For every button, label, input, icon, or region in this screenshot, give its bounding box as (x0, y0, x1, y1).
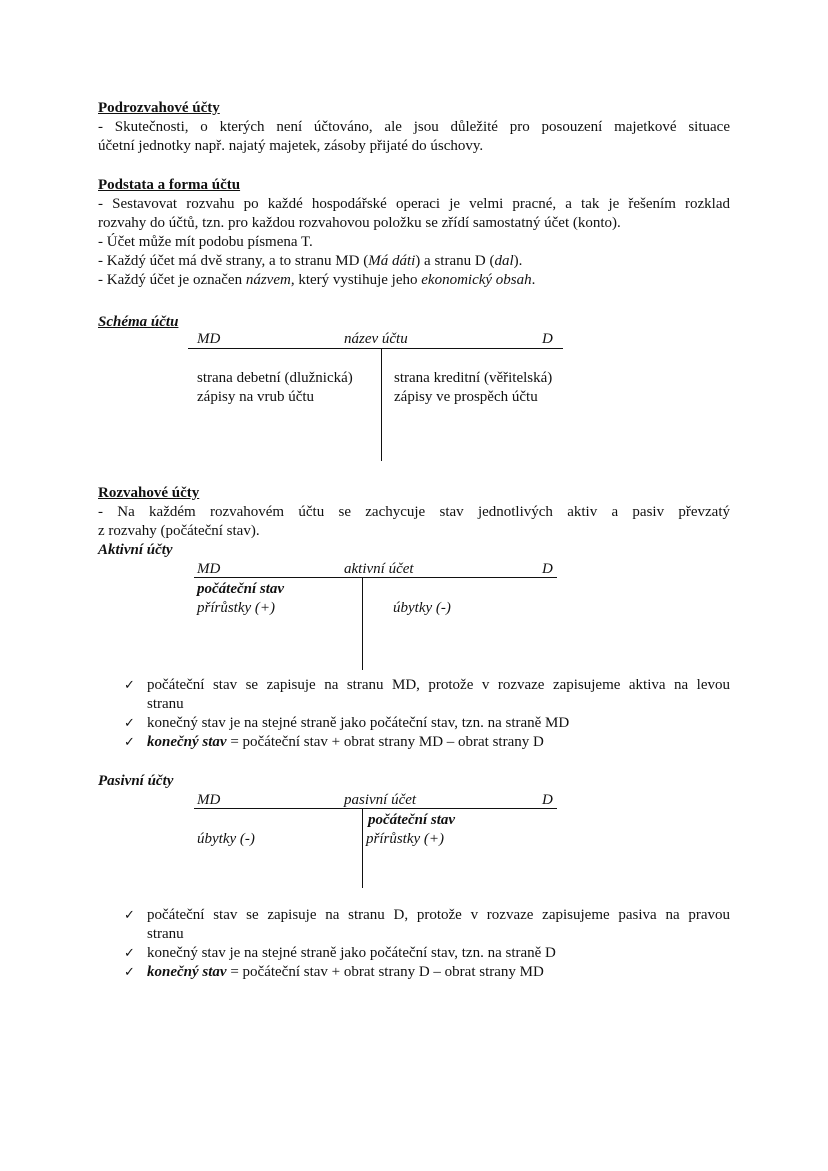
pasivni-md-label: MD (197, 792, 221, 808)
podrozvahove-line-1: - Skutečnosti, o kterých není účtováno, ale jsou důležité pro posouzení majetkové situace (98, 119, 730, 135)
aktivni-bullet-2: konečný stav je na stejné straně jako počáteční stav, tzn. na straně MD (147, 715, 570, 731)
aktivni-bullet-1-line-1: počáteční stav se zapisuje na stranu MD, protože v rozvaze zapisujeme aktiva na levou (147, 677, 730, 693)
aktivni-bullet-3: konečný stav = počáteční stav + obrat strany MD – obrat strany D (147, 734, 544, 750)
check-icon: ✓ (124, 716, 135, 731)
pasivni-increases: přírůstky (+) (366, 831, 445, 847)
aktivni-t-vertical-line (362, 577, 363, 670)
schema-md-label: MD (197, 331, 221, 347)
pasivni-bullet-1-line-2: stranu (147, 926, 184, 942)
aktivni-d-label: D (542, 561, 553, 577)
schema-account-title: název účtu (344, 331, 408, 347)
heading-podstata-a-forma-uctu: Podstata a forma účtu (98, 177, 241, 193)
heading-pasivni-ucty: Pasivní účty (98, 773, 174, 789)
podstata-line-2: rozvahy do účtů, tzn. pro každou rozvahovou položku se zřídí samostatný účet (konto). (98, 215, 621, 231)
aktivni-opening-balance: počáteční stav (197, 581, 285, 597)
pasivni-t-vertical-line (362, 808, 363, 888)
check-icon: ✓ (124, 908, 135, 923)
podstata-line-1: - Sestavovat rozvahu po každé hospodářské operaci je velmi pracné, a tak je řešením rozklad (98, 196, 730, 212)
aktivni-md-label: MD (197, 561, 221, 577)
schema-t-horizontal-line (188, 348, 563, 349)
podstata-line-4: - Každý účet má dvě strany, a to stranu MD (Má dáti) a stranu D (dal). (98, 253, 523, 269)
pasivni-bullet-3: konečný stav = počáteční stav + obrat strany D – obrat strany MD (147, 964, 544, 980)
check-icon: ✓ (124, 735, 135, 750)
aktivni-increases: přírůstky (+) (197, 600, 276, 616)
rozvahove-line-2: z rozvahy (počáteční stav). (98, 523, 260, 539)
check-icon: ✓ (124, 946, 135, 961)
podstata-line-5: - Každý účet je označen názvem, který vystihuje jeho ekonomický obsah. (98, 272, 536, 288)
heading-rozvahove-ucty: Rozvahové účty (98, 485, 200, 501)
check-icon: ✓ (124, 678, 135, 693)
schema-right-line-1: strana kreditní (věřitelská) (394, 370, 553, 386)
pasivni-bullet-1-line-1: počáteční stav se zapisuje na stranu D, protože v rozvaze zapisujeme pasiva na pravou (147, 907, 730, 923)
pasivni-t-horizontal-line (194, 808, 557, 809)
podrozvahove-line-2: účetní jednotky např. najatý majetek, zásoby přijaté do úschovy. (98, 138, 484, 154)
schema-left-line-1: strana debetní (dlužnická) (197, 370, 353, 386)
schema-left-line-2: zápisy na vrub účtu (197, 389, 315, 405)
schema-t-vertical-line (381, 348, 382, 461)
pasivni-bullet-2: konečný stav je na stejné straně jako počáteční stav, tzn. na straně D (147, 945, 556, 961)
aktivni-account-title: aktivní účet (344, 561, 414, 577)
schema-right-line-2: zápisy ve prospěch účtu (394, 389, 538, 405)
heading-podrozvahove-ucty: Podrozvahové účty (98, 100, 220, 116)
rozvahove-line-1: - Na každém rozvahovém účtu se zachycuje stav jednotlivých aktiv a pasiv převzatý (98, 504, 730, 520)
aktivni-t-horizontal-line (194, 577, 557, 578)
podstata-line-3: - Účet může mít podobu písmena T. (98, 234, 313, 250)
pasivni-account-title: pasivní účet (344, 792, 417, 808)
check-icon: ✓ (124, 965, 135, 980)
heading-aktivni-ucty: Aktivní účty (98, 542, 173, 558)
pasivni-decreases: úbytky (-) (197, 831, 255, 847)
pasivni-d-label: D (542, 792, 553, 808)
aktivni-bullet-1-line-2: stranu (147, 696, 184, 712)
pasivni-opening-balance: počáteční stav (368, 812, 456, 828)
schema-d-label: D (542, 331, 553, 347)
aktivni-decreases: úbytky (-) (393, 600, 451, 616)
heading-schema-uctu: Schéma účtu (98, 314, 179, 330)
